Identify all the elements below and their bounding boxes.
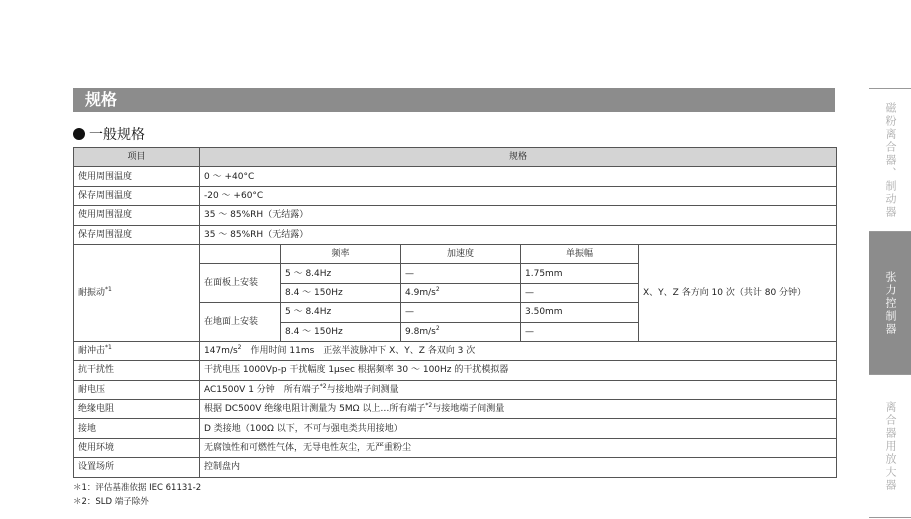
row-value: 根据 DC500V 绝缘电阻计测量为 5MΩ 以上…所有端子$^{*2}$与接地端子间测量 bbox=[200, 400, 837, 419]
row-value: -20 ～ +60°C bbox=[200, 186, 837, 205]
row-label: 设置场所 bbox=[74, 458, 200, 477]
vibration-col-freq: 频率 bbox=[281, 244, 401, 263]
table-row bbox=[74, 458, 837, 477]
row-value: 35 ～ 85%RH（无结露） bbox=[200, 225, 837, 244]
table-row bbox=[74, 438, 837, 457]
table-row bbox=[74, 225, 837, 244]
tab-label: 磁粉离合器、制动器 bbox=[884, 101, 897, 219]
vibration-floor-label: 在地面上安装 bbox=[200, 303, 281, 342]
header-spec: 规格 bbox=[200, 148, 837, 167]
row-label: 耐电压 bbox=[74, 380, 200, 399]
table-row bbox=[74, 361, 837, 380]
vibration-amp: 3.50mm bbox=[521, 303, 639, 322]
subtitle bbox=[73, 126, 145, 144]
row-value: 0 ～ +40°C bbox=[200, 167, 837, 186]
vibration-header-row bbox=[74, 244, 837, 263]
row-value: 干扰电压 1000Vp-p 干扰幅度 1μsec 根据频率 30 ～ 100Hz 的干扰模拟器 bbox=[200, 361, 837, 380]
vibration-acc: — bbox=[401, 303, 521, 322]
table-row bbox=[74, 419, 837, 438]
vibration-label: 耐振动$^{*1}$ bbox=[74, 244, 200, 341]
vibration-direction: X、Y、Z 各方向 10 次（共计 80 分钟） bbox=[639, 244, 837, 341]
row-label: 保存周围湿度 bbox=[74, 225, 200, 244]
vibration-amp: — bbox=[521, 283, 639, 302]
table-row bbox=[74, 341, 837, 360]
row-label: 使用周围温度 bbox=[74, 167, 200, 186]
footnotes bbox=[73, 481, 201, 509]
vibration-freq: 5 ～ 8.4Hz bbox=[281, 303, 401, 322]
table-row bbox=[74, 380, 837, 399]
table-row bbox=[74, 400, 837, 419]
vibration-freq: 5 ～ 8.4Hz bbox=[281, 264, 401, 283]
row-label: 绝缘电阻 bbox=[74, 400, 200, 419]
row-value: 35 ～ 85%RH（无结露） bbox=[200, 206, 837, 225]
section-header bbox=[73, 88, 835, 112]
table-row bbox=[74, 167, 837, 186]
vibration-acc: — bbox=[401, 264, 521, 283]
row-label: 使用周围湿度 bbox=[74, 206, 200, 225]
row-label: 接地 bbox=[74, 419, 200, 438]
row-value: AC1500V 1 分钟 所有端子$^{*2}$与接地端子间测量 bbox=[200, 380, 837, 399]
vibration-freq: 8.4 ～ 150Hz bbox=[281, 322, 401, 341]
vibration-amp: 1.75mm bbox=[521, 264, 639, 283]
vibration-panel-label: 在面板上安装 bbox=[200, 264, 281, 303]
subtitle-text: 一般规格 bbox=[89, 127, 145, 143]
tab-clutch-amplifier[interactable] bbox=[869, 375, 911, 517]
row-value: 控制盘内 bbox=[200, 458, 837, 477]
table-header-row bbox=[74, 148, 837, 167]
section-title: 规格 bbox=[85, 90, 118, 109]
tab-divider bbox=[869, 517, 911, 518]
row-label: 耐冲击$^{*1}$ bbox=[74, 341, 200, 360]
tab-label: 张力控制器 bbox=[884, 270, 897, 336]
tab-magnetic-clutch[interactable] bbox=[869, 89, 911, 231]
header-item: 项目 bbox=[74, 148, 200, 167]
table-row bbox=[74, 206, 837, 225]
tab-tension-controller[interactable] bbox=[869, 232, 911, 374]
row-label: 保存周围温度 bbox=[74, 186, 200, 205]
vibration-col-acc: 加速度 bbox=[401, 244, 521, 263]
row-value: 无腐蚀性和可燃性气体，无导电性灰尘，无严重粉尘 bbox=[200, 438, 837, 457]
row-value: $147m/s^2$ 作用时间 11ms 正弦半波脉冲下 X、Y、Z 各双向 3 次 bbox=[200, 341, 837, 360]
vibration-blank bbox=[200, 244, 281, 263]
vibration-acc: $9.8m/s^2$ bbox=[401, 322, 521, 341]
tab-label: 离合器用放大器 bbox=[884, 400, 897, 492]
vibration-amp: — bbox=[521, 322, 639, 341]
spec-table bbox=[73, 147, 837, 478]
footnote: ＊2：SLD 端子除外 bbox=[73, 497, 149, 507]
vibration-freq: 8.4 ～ 150Hz bbox=[281, 283, 401, 302]
row-label: 抗干扰性 bbox=[74, 361, 200, 380]
vibration-col-amp: 单振幅 bbox=[521, 244, 639, 263]
row-value: D 类接地（100Ω 以下，不可与强电类共用接地） bbox=[200, 419, 837, 438]
bullet-icon bbox=[73, 128, 85, 140]
footnote: ＊1：评估基准依据 IEC 61131-2 bbox=[73, 483, 202, 493]
side-tabs bbox=[869, 88, 911, 518]
row-label: 使用环境 bbox=[74, 438, 200, 457]
vibration-acc: $4.9m/s^2$ bbox=[401, 283, 521, 302]
table-row bbox=[74, 186, 837, 205]
